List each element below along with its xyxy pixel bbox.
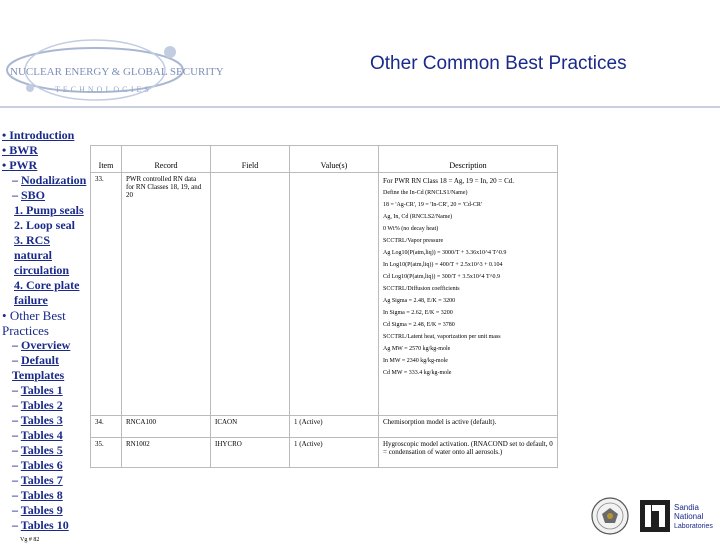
cell-value: 1 (Active) — [290, 438, 379, 468]
nuclear-energy-logo — [0, 30, 224, 105]
cell-field: ICAON — [211, 416, 290, 438]
nav-item-nodalization[interactable]: – Nodalization — [12, 173, 87, 187]
logo-subtext: TECHNOLOGIES — [55, 85, 152, 94]
description-line: Ag, In, Cd (RNCLS2/Name) — [383, 214, 453, 220]
description-line: Ag Log10(P(atm,liq)) = 3000/T + 3.36x10^4 T^0.9 — [383, 250, 507, 256]
description-line: In Log10(P(atm,liq)) = 400/T + 2.5x10^3 + 0.104 — [383, 262, 503, 268]
nav-item-pwr[interactable]: • PWR — [2, 158, 38, 172]
nav-item-tables-10[interactable]: – Tables 10 — [12, 518, 69, 532]
cell-record: RN1002 — [122, 438, 211, 468]
cell-value: 1 (Active) — [290, 416, 379, 438]
cell-item: 33. — [91, 173, 122, 416]
nav-item-default-templates[interactable]: – Default Templates — [12, 353, 65, 382]
logo-text: NUCLEAR ENERGY & GLOBAL SECURITY — [10, 66, 224, 78]
nav-item-tables-3[interactable]: – Tables 3 — [12, 413, 63, 427]
table-header-row — [91, 146, 558, 173]
description-line: Cd Log10(P(atm,liq)) = 300/T + 3.5x10^4 T^0.9 — [383, 274, 501, 280]
header-field: Field — [211, 146, 290, 173]
cell-record: RNCA100 — [122, 416, 211, 438]
doe-seal-icon — [590, 496, 630, 536]
description-line: 0 Wt% (no decay heat) — [383, 226, 439, 232]
description-main: For PWR RN Class 18 = Ag, 19 = In, 20 = Cd. — [383, 177, 515, 185]
table-row — [91, 173, 558, 416]
header-description: Description — [379, 146, 558, 173]
nav-item-loop-seal[interactable]: 2. Loop seal — [14, 218, 76, 232]
sandia-label-3: Laboratories — [674, 523, 713, 530]
sandia-label-1: Sandia — [674, 503, 699, 512]
description-line: SCCTRL/Latent heat, vaporization per unit mass — [383, 334, 501, 340]
nav-item-tables-9[interactable]: – Tables 9 — [12, 503, 63, 517]
nav-item-bwr[interactable]: • BWR — [2, 143, 38, 157]
nav-item-tables-2[interactable]: – Tables 2 — [12, 398, 63, 412]
nav-item-sbo[interactable]: – SBO — [12, 188, 46, 202]
cell-record: PWR controlled RN data for RN Classes 18, 19, and 20 — [122, 173, 211, 416]
header-values: Value(s) — [290, 146, 379, 173]
description-line: Ag Sigma = 2.48, E/K = 3200 — [383, 298, 456, 304]
title-divider — [0, 106, 720, 108]
nav-item-tables-7[interactable]: – Tables 7 — [12, 473, 63, 487]
table-row — [91, 416, 558, 438]
description-line: Define the In-Cd (RNCLS1/Name) — [383, 190, 468, 196]
description-line: In Sigma = 2.62, E/K = 3200 — [383, 310, 453, 316]
nav-item-pump-seals[interactable]: 1. Pump seals — [14, 203, 84, 217]
outline-nav — [2, 128, 90, 548]
cell-value — [290, 173, 379, 416]
nav-item-other-best-practices: • Other Best Practices — [2, 308, 66, 338]
nav-item-tables-1[interactable]: – Tables 1 — [12, 383, 63, 397]
nav-item-tables-5[interactable]: – Tables 5 — [12, 443, 63, 457]
description-line: Cd Sigma = 2.48, E/K = 3780 — [383, 322, 455, 328]
cell-field: IHYCRO — [211, 438, 290, 468]
sandia-logo — [640, 498, 718, 534]
cell-item: 34. — [91, 416, 122, 438]
description-line: 18 = 'Ag-CR', 19 = 'In-CR', 20 = 'Cd-CR' — [383, 202, 482, 208]
description-line: Ag MW = 2570 kg/kg-mole — [383, 346, 451, 352]
description-line: SCCTRL/Diffusion coefficients — [383, 286, 460, 292]
nav-item-introduction[interactable]: • Introduction — [2, 128, 75, 142]
page-title: Other Common Best Practices — [370, 53, 627, 74]
description-line: SCCTRL/Vapor pressure — [383, 238, 444, 244]
header-record: Record — [122, 146, 211, 173]
nav-item-tables-8[interactable]: – Tables 8 — [12, 488, 63, 502]
header-item: Item — [91, 146, 122, 173]
nav-item-overview[interactable]: – Overview — [12, 338, 71, 352]
cell-description — [379, 173, 558, 416]
nav-item-tables-6[interactable]: – Tables 6 — [12, 458, 63, 472]
cell-description: Hygroscopic model activation. (RNACOND set to default, 0 = condensation of water onto all aerosols.) — [379, 438, 558, 468]
table-row — [91, 438, 558, 468]
sandia-label-2: National — [674, 512, 704, 521]
description-line: Cd MW = 333.4 kg/kg-mole — [383, 370, 452, 376]
slide-number: Vg # 82 — [20, 537, 40, 543]
cell-description: Chemisorption model is active (default). — [379, 416, 558, 438]
nav-item-core-plate-failure[interactable]: 4. Core plate failure — [14, 278, 80, 307]
nav-item-rcs-natural-circulation[interactable]: 3. RCS natural circulation — [14, 233, 70, 277]
description-line: In MW = 2340 kg/kg-mole — [383, 358, 448, 364]
cell-field — [211, 173, 290, 416]
best-practices-table — [90, 145, 558, 468]
cell-item: 35. — [91, 438, 122, 468]
nav-item-tables-4[interactable]: – Tables 4 — [12, 428, 63, 442]
